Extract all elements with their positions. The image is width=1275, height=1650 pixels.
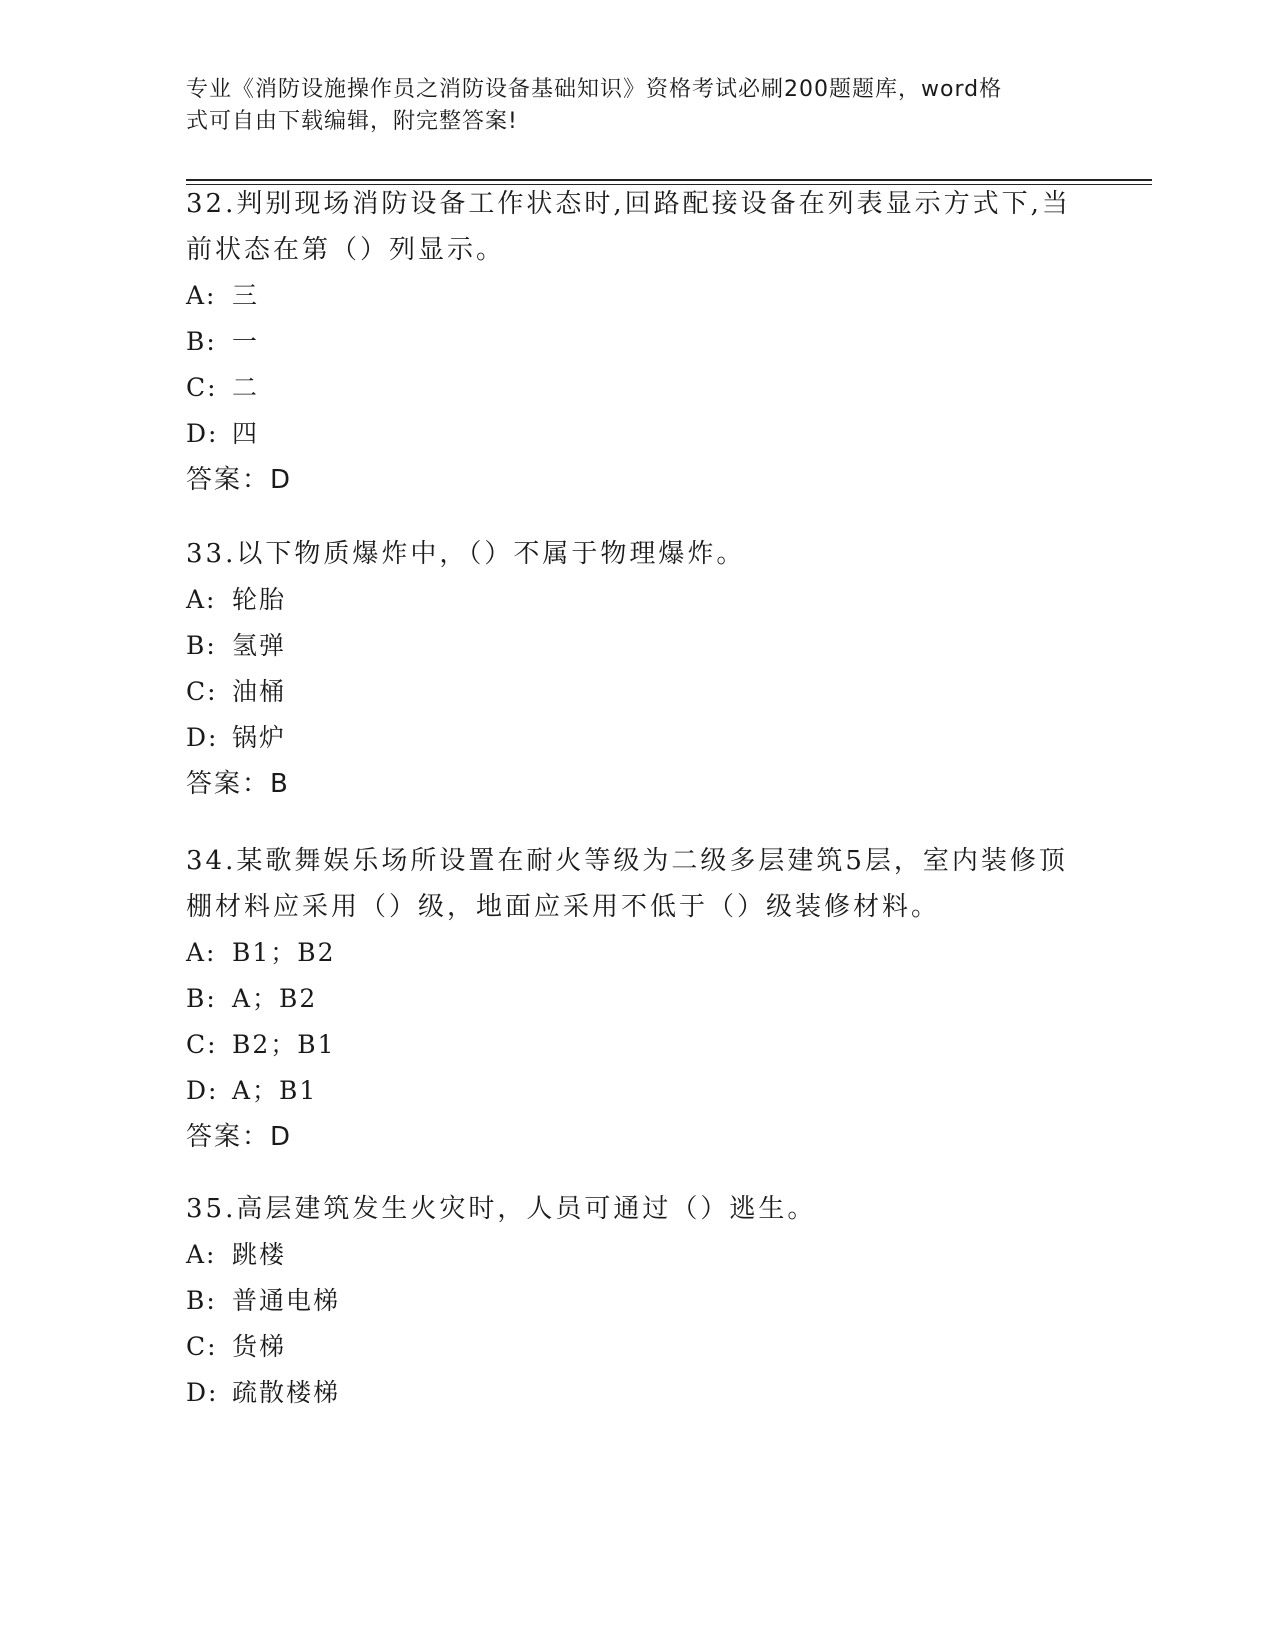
option-a xyxy=(186,1232,1086,1278)
option-label: D: xyxy=(186,723,219,752)
question-stem-line-1: 32.判别现场消防设备工作状态时,回路配接设备在列表显示方式下,当 xyxy=(186,189,1071,219)
option-c xyxy=(186,365,1086,411)
question-34 xyxy=(186,838,1086,1160)
option-label: C: xyxy=(186,1030,218,1059)
option-label: D: xyxy=(186,419,219,448)
option-a xyxy=(186,577,1086,623)
option-label: C: xyxy=(186,1332,218,1361)
option-label: B: xyxy=(186,1286,217,1315)
option-label: A: xyxy=(186,1240,217,1269)
option-text: 跳楼 xyxy=(232,1240,287,1269)
question-stem-line-2: 前状态在第（）列显示。 xyxy=(186,235,506,265)
question-32 xyxy=(186,181,1086,503)
option-text: A；B1 xyxy=(232,1076,318,1105)
option-label: A: xyxy=(186,281,217,310)
question-33 xyxy=(186,531,1086,807)
header-line-2: 式可自由下载编辑，附完整答案! xyxy=(186,109,518,134)
option-label: D: xyxy=(186,1378,219,1407)
option-text: 普通电梯 xyxy=(232,1286,341,1315)
option-text: 疏散楼梯 xyxy=(232,1378,341,1407)
option-b xyxy=(186,623,1086,669)
answer: 答案：D xyxy=(186,1122,293,1152)
document-header xyxy=(186,74,1066,138)
option-a xyxy=(186,930,1086,976)
header-line-1: 专业《消防设施操作员之消防设备基础知识》资格考试必刷200题题库，word格 xyxy=(186,77,1003,102)
option-text: 一 xyxy=(232,327,260,356)
option-label: D: xyxy=(186,1076,219,1105)
option-label: A: xyxy=(186,585,217,614)
option-a xyxy=(186,273,1086,319)
option-b xyxy=(186,976,1086,1022)
option-label: C: xyxy=(186,677,218,706)
option-d xyxy=(186,411,1086,457)
option-text: 油桶 xyxy=(232,677,287,706)
option-text: 轮胎 xyxy=(232,585,287,614)
option-label: B: xyxy=(186,327,217,356)
answer: 答案：B xyxy=(186,769,290,799)
option-text: 二 xyxy=(232,373,260,402)
option-text: 锅炉 xyxy=(232,723,287,752)
option-d xyxy=(186,1370,1086,1416)
option-text: 货梯 xyxy=(232,1332,287,1361)
option-text: B1；B2 xyxy=(232,938,336,967)
option-b xyxy=(186,1278,1086,1324)
option-text: A；B2 xyxy=(232,984,318,1013)
option-c xyxy=(186,1324,1086,1370)
question-stem-line-1: 34.某歌舞娱乐场所设置在耐火等级为二级多层建筑5层，室内装修顶 xyxy=(186,846,1068,876)
option-c xyxy=(186,669,1086,715)
option-label: B: xyxy=(186,984,217,1013)
question-35 xyxy=(186,1186,1086,1416)
question-stem-line-1: 33.以下物质爆炸中，（）不属于物理爆炸。 xyxy=(186,539,746,569)
option-d xyxy=(186,715,1086,761)
question-stem-line-1: 35.高层建筑发生火灾时，人员可通过（）逃生。 xyxy=(186,1194,817,1224)
option-text: 氢弹 xyxy=(232,631,287,660)
question-stem-line-2: 棚材料应采用（）级，地面应采用不低于（）级装修材料。 xyxy=(186,892,941,922)
option-b xyxy=(186,319,1086,365)
option-label: C: xyxy=(186,373,218,402)
answer: 答案：D xyxy=(186,465,293,495)
option-text: 四 xyxy=(232,419,260,448)
option-c xyxy=(186,1022,1086,1068)
option-label: B: xyxy=(186,631,217,660)
option-text: 三 xyxy=(232,281,260,310)
option-label: A: xyxy=(186,938,217,967)
option-d xyxy=(186,1068,1086,1114)
option-text: B2；B1 xyxy=(232,1030,336,1059)
